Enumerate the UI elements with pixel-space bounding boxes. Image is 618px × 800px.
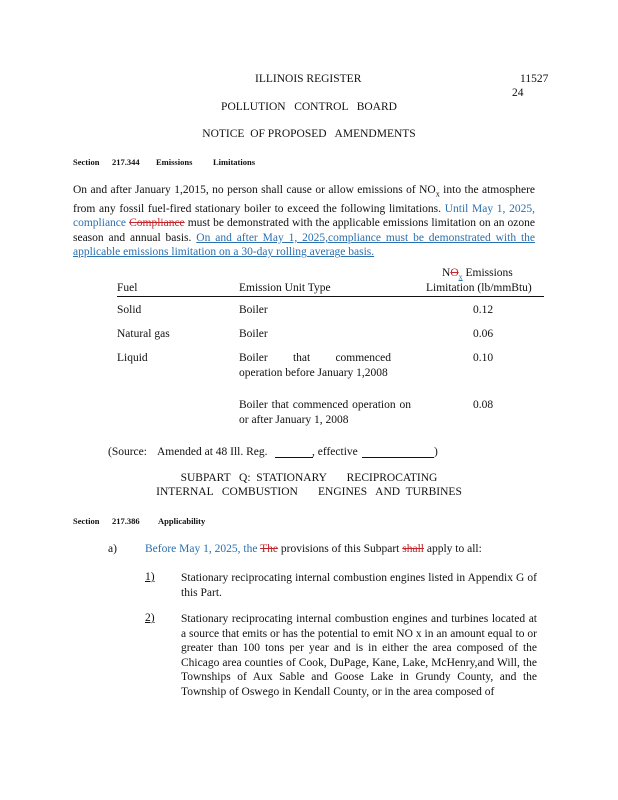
- paragraph-text-2: into the atmosphere from any fossil fuel-fired stationary boiler to exceed the following limitations.: [73, 184, 536, 215]
- body-paragraph: [73, 183, 535, 260]
- col-unit-header: Emission Unit Type: [239, 282, 331, 294]
- item-1-label: 1): [145, 571, 155, 583]
- row-limit: 0.06: [473, 328, 494, 340]
- section-title: Applicability: [158, 516, 206, 526]
- inserted-text-1: Until May 1, 2025, compliance: [73, 202, 535, 230]
- nox-subscript: x: [435, 189, 440, 199]
- section-title-1: Emissions: [156, 157, 193, 167]
- blank-line: [362, 457, 434, 458]
- row-fuel: Liquid: [117, 352, 148, 364]
- row-fuel: Solid: [117, 304, 142, 316]
- item-a-text: Before May 1, 2025, the The provisions of this Subpart shall apply to all:: [145, 543, 482, 555]
- section-title-2: Limitations: [213, 157, 256, 167]
- paragraph-text-1: On and after January 1,2015, no person shall cause or allow emissions of NO: [73, 184, 436, 196]
- item-1-text: Stationary reciprocating internal combustion engines listed in Appendix G of this Part.: [181, 572, 537, 599]
- row-limit: 0.12: [473, 304, 494, 316]
- row-limit: 0.08: [473, 399, 494, 411]
- journal-title: ILLINOIS REGISTER: [255, 73, 362, 85]
- item-2-text: Stationary reciprocating internal combustion engines and turbines located at a source that emits or has the potential to emit NO x in an amount equal to or greater than 100 tons per year and is in either the area composed of the Chicago area counties of Cook, DuPage, Kane, Lake, McHenry,and Will, the Townships of Aux Sable and Goose Lake in Grundy County, and the Township of Oswego in Kendall County, or in the area composed of: [181, 613, 537, 698]
- source-effective: , effective: [312, 446, 358, 458]
- inserted-text-2: On and after May 1, 2025,compliance must be demonstrated with the applicable emissions limitation on a 30-day rolling average basis.: [73, 231, 535, 259]
- section-label: Section: [73, 157, 100, 167]
- item-a-label: a): [108, 543, 117, 555]
- row-limit: 0.10: [473, 352, 494, 364]
- row-unit: Boiler that commenced operation before January 1,2008: [239, 352, 391, 379]
- item-2-label: 2): [145, 612, 155, 624]
- source-close: ): [434, 446, 438, 458]
- source-text: Amended at 48 Ill. Reg.: [157, 446, 268, 458]
- subpart-title-1: SUBPART Q: STATIONARY RECIPROCATING: [180, 472, 438, 484]
- row-unit: Boiler that commenced operation on or after January 1, 2008: [239, 399, 411, 426]
- section-label: Section: [73, 516, 100, 526]
- row-unit: Boiler: [239, 328, 268, 340]
- section-number: 217.344: [112, 157, 140, 167]
- table-header-rule: [117, 296, 544, 297]
- subpart-title-2: INTERNAL COMBUSTION ENGINES AND TURBINES: [156, 486, 462, 498]
- notice-title: NOTICE OF PROPOSED AMENDMENTS: [202, 128, 416, 140]
- page-number: 11527: [520, 73, 549, 85]
- section-number: 217.386: [112, 516, 140, 526]
- row-fuel: Natural gas: [117, 328, 170, 340]
- deleted-text-1: Compliance: [129, 217, 185, 230]
- col-fuel-header: Fuel: [117, 282, 138, 294]
- issue-number: 24: [512, 87, 524, 99]
- col-limit-header-2: Limitation (lb/mmBtu): [426, 282, 532, 294]
- blank-line: [275, 457, 313, 458]
- board-name: POLLUTION CONTROL BOARD: [221, 101, 397, 113]
- row-unit: Boiler: [239, 304, 268, 316]
- paragraph-text-3: must be demonstrated with the applicable emissions limitation on an ozone season and annual basis.: [73, 217, 536, 244]
- source-label: (Source:: [108, 446, 147, 458]
- col-limit-header-1: $NO_x$ Emissions: [442, 267, 513, 282]
